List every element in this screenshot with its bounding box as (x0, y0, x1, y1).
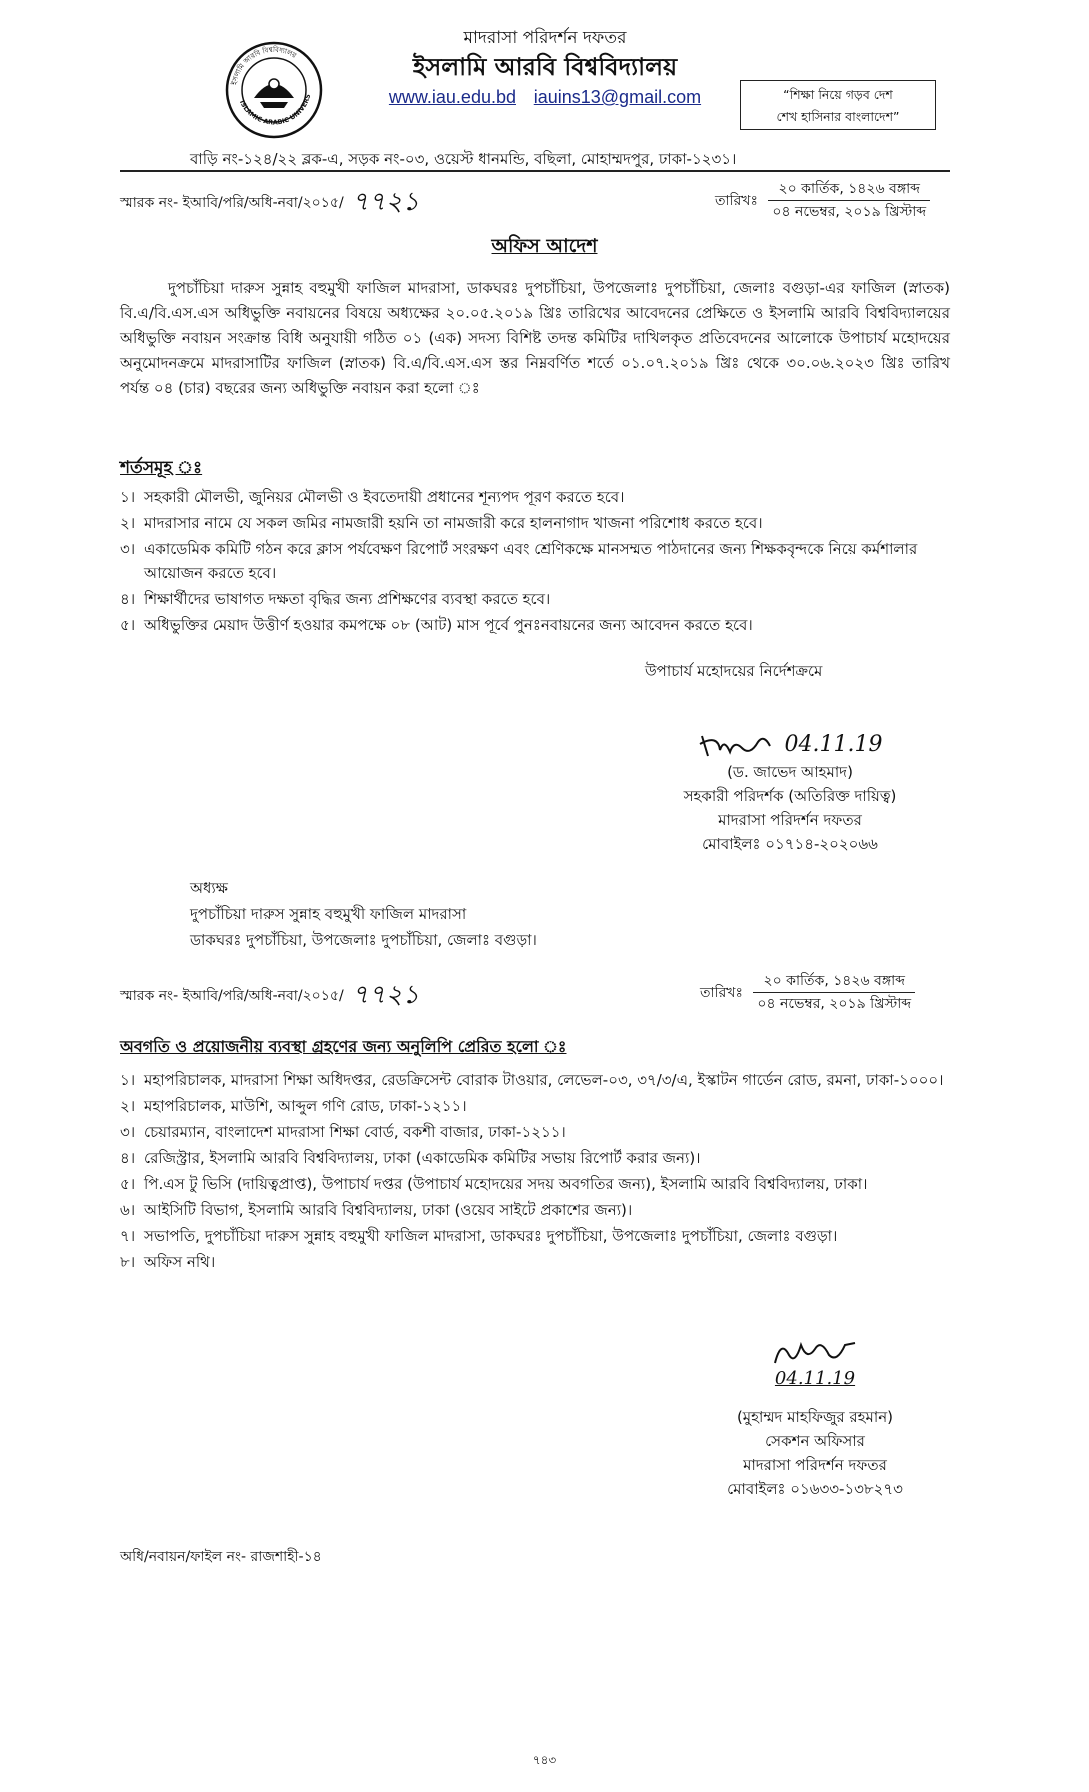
header-divider (120, 170, 950, 172)
item-text: মাদরাসার নামে যে সকল জমির নামজারী হয়নি তা নামজারী করে হালনাগাদ খাজনা পরিশোধ করতে হবে। (144, 514, 763, 532)
copy-heading: অবগতি ও প্রয়োজনীয় ব্যবস্থা গ্রহণের জন্য অনুলিপি প্রেরিত হলো ঃ (120, 1037, 567, 1056)
conditions-heading: শর্তসমূহ ঃ (120, 458, 203, 478)
document-title (0, 232, 1089, 264)
signatory-office: মাদরাসা পরিদর্শন দফতর (743, 1456, 887, 1474)
copy-item (120, 1120, 950, 1144)
signature-2 (680, 1335, 950, 1395)
svg-text:ISLAMIC ARABIC UNIVERSITY: ISLAMIC ARABIC UNIVERS (237, 93, 313, 127)
address-line: বাড়ি নং-১২৪/২২ ব্লক-এ, সড়ক নং-০৩, ওয়েস্ট ধানমন্ডি, বছিলা, মোহাম্মদপুর, ঢাকা-১২৩১। (190, 150, 737, 168)
item-number: ৩। (120, 1123, 136, 1141)
condition-item (120, 485, 950, 509)
item-number: ৪। (120, 1149, 136, 1167)
slogan-line-1: “শিক্ষা নিয়ে গড়ব দেশ (783, 87, 893, 102)
signatory-name: (মুহাম্মদ মাহফিজুর রহমান) (736, 1408, 894, 1426)
item-text: সহকারী মৌলভী, জুনিয়র মৌলভী ও ইবতেদায়ী প্রধানের শূন্যপদ পূরণ করতে হবে। (144, 488, 625, 506)
memo-date-2 (700, 970, 915, 1015)
item-text: আইসিটি বিভাগ, ইসলামি আরবি বিশ্ববিদ্যালয়, ঢাকা (ওয়েব সাইটে প্রকাশের জন্য)। (144, 1201, 633, 1219)
copy-item (120, 1224, 950, 1248)
item-text: চেয়ারম্যান, বাংলাদেশ মাদরাসা শিক্ষা বোর্ড, বকশী বাজার, ঢাকা-১২১১। (144, 1123, 566, 1141)
signatory-block-2 (680, 1335, 950, 1501)
slogan-box (740, 80, 936, 130)
condition-item (120, 587, 950, 611)
recipient-address: ডাকঘরঃ দুপচাঁচিয়া, উপজেলাঃ দুপচাঁচিয়া, জেলাঃ বগুড়া। (190, 931, 537, 949)
title-text: অফিস আদেশ (491, 235, 598, 257)
order-by-note: উপাচার্য মহোদয়ের নির্দেশক্রমে (645, 662, 823, 680)
item-text: পি.এস টু ভিসি (দায়িত্বপ্রাপ্ত), উপাচার্য দপ্তর (উপাচার্য মহোদয়ের সদয় অবগতির জন্য), ইসলামি আরবি বিশ্ববিদ্যালয়, ঢাকা। (144, 1175, 868, 1193)
letterhead (330, 26, 760, 111)
ref-number: ৭৭২১ (351, 187, 420, 217)
signature-scribble-icon (698, 730, 778, 760)
copy-item (120, 1198, 950, 1222)
date-bangla: ২০ কার্তিক, ১৪২৬ বঙ্গাব্দ (753, 970, 915, 993)
date-bangla: ২০ কার্তিক, ১৪২৬ বঙ্গাব্দ (768, 178, 930, 201)
memo-reference-2 (120, 980, 420, 1010)
memo-date-1 (715, 178, 930, 223)
copies-list (120, 1068, 950, 1276)
university-name: ইসলামি আরবি বিশ্ববিদ্যালয় (412, 53, 678, 81)
slogan-line-2: শেখ হাসিনার বাংলাদেশ” (776, 109, 900, 124)
item-text: সভাপতি, দুপচাঁচিয়া দারুস সুন্নাহ বহুমুখী ফাজিল মাদরাসা, ডাকঘরঃ দুপচাঁচিয়া, উপজেলাঃ দুপচাঁচিয়া, জেলাঃ বগুড়া। (144, 1227, 838, 1245)
ref-label: স্মারক নং- ইআবি/পরি/অধি-নবা/২০১৫/ (120, 195, 344, 211)
signature-date: 04.11.19 (774, 1368, 856, 1389)
item-text: মহাপরিচালক, মাউশি, আব্দুল গণি রোড, ঢাকা-১২১১। (144, 1097, 467, 1115)
item-number: ১। (120, 488, 136, 506)
signatory-mobile: মোবাইলঃ ০১৬৩৩-১৩৮২৭৩ (727, 1480, 903, 1498)
memo-reference-1 (120, 187, 420, 217)
date-label: তারিখঃ (715, 192, 758, 209)
condition-item (120, 613, 950, 637)
recipient-name: দুপচাঁচিয়া দারুস সুন্নাহ বহুমুখী ফাজিল মাদরাসা (190, 905, 467, 923)
item-number: ৪। (120, 590, 136, 608)
condition-item (120, 511, 950, 535)
date-english: ০৪ নভেম্বর, ২০১৯ খ্রিস্টাব্দ (772, 204, 927, 220)
conditions-list (120, 485, 950, 639)
item-number: ২। (120, 1097, 136, 1115)
recipient-block (190, 875, 537, 953)
copy-item (120, 1146, 950, 1170)
contact-line (330, 84, 760, 111)
item-number: ৮। (120, 1253, 136, 1271)
item-number: ৬। (120, 1201, 136, 1219)
item-text: অধিভুক্তির মেয়াদ উত্তীর্ণ হওয়ার কমপক্ষে ০৮ (আট) মাস পূর্বে পুনঃনবায়নের জন্য আবেদন করতে হবে। (144, 616, 753, 634)
signatory-mobile: মোবাইলঃ ০১৭১৪-২০২০৬৬ (702, 835, 878, 853)
item-text: মহাপরিচালক, মাদরাসা শিক্ষা অধিদপ্তর, রেডক্রিসেন্ট বোরাক টাওয়ার, লেভেল-০৩, ৩৭/৩/এ, ইস্কাটন গার্ডেন রোড, রমনা, ঢাকা-১০০০। (144, 1071, 944, 1089)
order-body: দুপচাঁচিয়া দারুস সুন্নাহ বহুমুখী ফাজিল মাদরাসা, ডাকঘরঃ দুপচাঁচিয়া, উপজেলাঃ দুপচাঁচিয়া, জেলাঃ বগুড়া-এর ফাজিল (স্নাতক) বি.এ/বি.এস.এস অধিভুক্তি নবায়নের বিষয়ে অধ্যক্ষের ২০.০৫.২০১৯ খ্রিঃ তারিখের আবেদনের প্রেক্ষিতে ও ইসলামি আরবি বিশ্ববিদ্যালয়ের অধিভুক্তি নবায়ন সংক্রান্ত বিধি অনুযায়ী গঠিত ০১ (এক) সদস্য বিশিষ্ট তদন্ত কমিটির দাখিলকৃত প্রতিবেদনের আলোকে উপাচার্য মহোদয়ের অনুমোদনক্রমে মাদরাসাটির ফাজিল (স্নাতক) বি.এ/বি.এস.এস স্তর নিম্নবর্ণিত শর্তে ০১.০৭.২০১৯ খ্রিঃ থেকে ৩০.০৬.২০২৩ খ্রিঃ তারিখ পর্যন্ত ০৪ (চার) বছরের জন্য অধিভুক্তি নবায়ন করা হলো ঃ (120, 279, 950, 397)
item-text: একাডেমিক কমিটি গঠন করে ক্লাস পর্যবেক্ষণ রিপোর্ট সংরক্ষণ এবং শ্রেণিকক্ষে মানসম্মত পাঠদানের জন্য শিক্ষকবৃন্দকে নিয়ে কর্মশালার আয়োজন করতে হবে। (144, 540, 918, 582)
item-number: ১। (120, 1071, 136, 1089)
item-number: ২। (120, 514, 136, 532)
email-link[interactable]: iauins13@gmail.com (533, 87, 702, 107)
signature-date: 04.11.19 (784, 732, 883, 757)
item-number: ৫। (120, 1175, 136, 1193)
condition-item (120, 537, 950, 585)
office-name: মাদরাসা পরিদর্শন দফতর (463, 28, 627, 48)
signatory-designation: সহকারী পরিদর্শক (অতিরিক্ত দায়িত্ব) (683, 787, 897, 805)
university-logo (224, 40, 324, 140)
ref-label: স্মারক নং- ইআবি/পরি/অধি-নবা/২০১৫/ (120, 988, 344, 1004)
copy-item (120, 1068, 950, 1092)
logo-seal-icon (224, 40, 324, 140)
item-text: অফিস নথি। (144, 1253, 216, 1271)
item-number: ৭। (120, 1227, 136, 1245)
signature-scribble-icon (765, 1335, 865, 1369)
signature-1 (630, 730, 950, 760)
website-link[interactable]: www.iau.edu.bd (388, 87, 516, 107)
date-label: তারিখঃ (700, 984, 743, 1001)
signatory-office: মাদরাসা পরিদর্শন দফতর (718, 811, 862, 829)
signatory-name: (ড. জাভেদ আহমাদ) (727, 763, 853, 781)
item-number: ৫। (120, 616, 136, 634)
date-english: ০৪ নভেম্বর, ২০১৯ খ্রিস্টাব্দ (757, 996, 912, 1012)
signatory-block-1 (630, 730, 950, 856)
copy-item (120, 1250, 950, 1274)
item-number: ৩। (120, 540, 136, 558)
ref-number: ৭৭২১ (351, 980, 420, 1010)
file-note: অধি/নবায়ন/ফাইল নং- রাজশাহী-১৪ (120, 1549, 322, 1565)
copy-item (120, 1094, 950, 1118)
recipient-title: অধ্যক্ষ (190, 879, 228, 897)
signatory-designation: সেকশন অফিসার (765, 1432, 865, 1450)
copy-item (120, 1172, 950, 1196)
item-text: শিক্ষার্থীদের ভাষাগত দক্ষতা বৃদ্ধির জন্য প্রশিক্ষণের ব্যবস্থা করতে হবে। (144, 590, 551, 608)
item-text: রেজিস্ট্রার, ইসলামি আরবি বিশ্ববিদ্যালয়, ঢাকা (একাডেমিক কমিটির সভায় রিপোর্ট করার জন্য)। (144, 1149, 701, 1167)
page-number: ৭৪৩ (532, 1753, 557, 1767)
svg-text:ইসলামি আরবি বিশ্ববিদ্যালয়: ইসলামি আরবি বিশ্ববিদ্যালয় (230, 45, 298, 86)
